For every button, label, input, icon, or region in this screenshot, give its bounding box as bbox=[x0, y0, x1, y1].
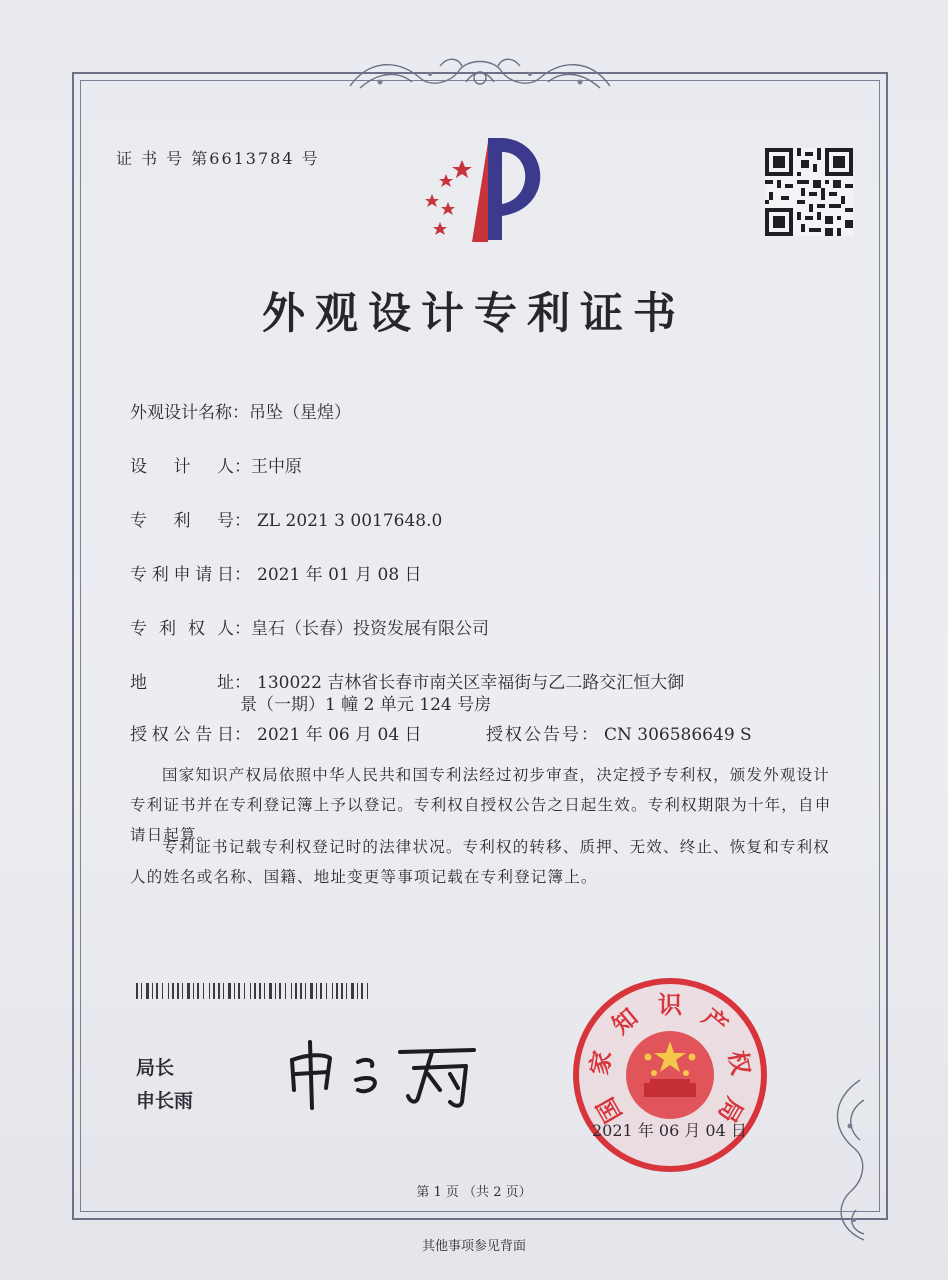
cnipa-logo-icon bbox=[410, 130, 560, 250]
field-filing-date: 专 利 申 请 日 ： 2021 年 01 月 08 日 bbox=[130, 560, 422, 585]
seal-character: 产 bbox=[696, 1002, 734, 1040]
address-line1: 130022 吉林省长春市南关区幸福街与乙二路交汇恒大御 bbox=[257, 673, 685, 693]
field-grant-no: 授权公告号： CN 306586649 S bbox=[486, 720, 752, 745]
field-patent-no: 专 利 号 ： ZL 2021 3 0017648.0 bbox=[130, 506, 442, 531]
grant-no-value: CN 306586649 S bbox=[604, 725, 752, 745]
director-name: 申长雨 bbox=[136, 1090, 194, 1112]
director-title: 局长 bbox=[136, 1057, 175, 1079]
body-paragraph-1: 国家知识产权局依照中华人民共和国专利法经过初步审查，决定授予专利权，颁发外观设计专利证书并在专利登记簿上予以登记。专利权自授权公告之日起生效。专利权期限为十年，自申请日起算。 bbox=[130, 766, 832, 844]
grant-date-value: 2021 年 06 月 04 日 bbox=[257, 725, 422, 745]
field-label: 专 利 申 请 日 bbox=[130, 565, 234, 585]
page-number: 第 1 页 （共 2 页） bbox=[416, 1185, 532, 1200]
qr-code-icon bbox=[765, 148, 853, 236]
seal-character: 家 bbox=[585, 1048, 617, 1078]
field-label: 授权公告号 bbox=[486, 725, 581, 745]
field-label: 设 计 人 bbox=[130, 457, 234, 477]
seal-character: 知 bbox=[606, 1002, 644, 1040]
field-grant-date: 授 权 公 告 日 ： 2021 年 06 月 04 日 bbox=[130, 720, 422, 745]
field-label: 专 利 权 人 bbox=[130, 619, 234, 639]
body-paragraph-2: 专利证书记载专利权登记时的法律状况。专利权的转移、质押、无效、终止、恢复和专利权人的姓名或名称、国籍、地址变更等事项记载在专利登记簿上。 bbox=[130, 838, 831, 886]
certificate-title: 外观设计专利证书 bbox=[262, 289, 686, 339]
barcode-icon bbox=[136, 983, 370, 999]
design-name-value: 吊坠（星煌） bbox=[249, 403, 351, 423]
director-signature bbox=[282, 1032, 482, 1112]
issue-date: 2021 年 06 月 04 日 bbox=[592, 1121, 747, 1140]
address-line2: 景（一期）1 幢 2 单元 124 号房 bbox=[240, 695, 492, 715]
seal-character: 局 bbox=[712, 1092, 749, 1128]
field-label: 授 权 公 告 日 bbox=[130, 725, 234, 745]
field-design-name: 外观设计名称：吊坠（星煌） bbox=[130, 398, 351, 423]
certificate-number: 证 书 号 第6613784 号 bbox=[116, 149, 320, 168]
back-note: 其他事项参见背面 bbox=[421, 1239, 526, 1254]
field-label: 专 利 号 bbox=[130, 511, 234, 531]
field-label: 地 址 bbox=[130, 673, 234, 693]
top-ornament bbox=[340, 52, 620, 98]
field-designer: 设 计 人 ：王中原 bbox=[130, 452, 302, 477]
filing-date-value: 2021 年 01 月 08 日 bbox=[257, 565, 422, 585]
official-seal bbox=[570, 975, 770, 1175]
seal-character: 识 bbox=[658, 991, 682, 1019]
designer-value: 王中原 bbox=[251, 457, 302, 477]
field-label: 外观设计名称 bbox=[130, 403, 232, 423]
seal-character: 国 bbox=[591, 1092, 628, 1128]
corner-ornament bbox=[820, 1070, 890, 1250]
patent-no-value: ZL 2021 3 0017648.0 bbox=[257, 511, 443, 531]
patentee-value: 皇石（长春）投资发展有限公司 bbox=[251, 619, 489, 639]
field-patentee: 专 利 权 人 ：皇石（长春）投资发展有限公司 bbox=[130, 614, 489, 639]
field-address: 地 址 ： 130022 吉林省长春市南关区幸福街与乙二路交汇恒大御 bbox=[130, 668, 684, 693]
seal-character: 权 bbox=[723, 1048, 755, 1078]
